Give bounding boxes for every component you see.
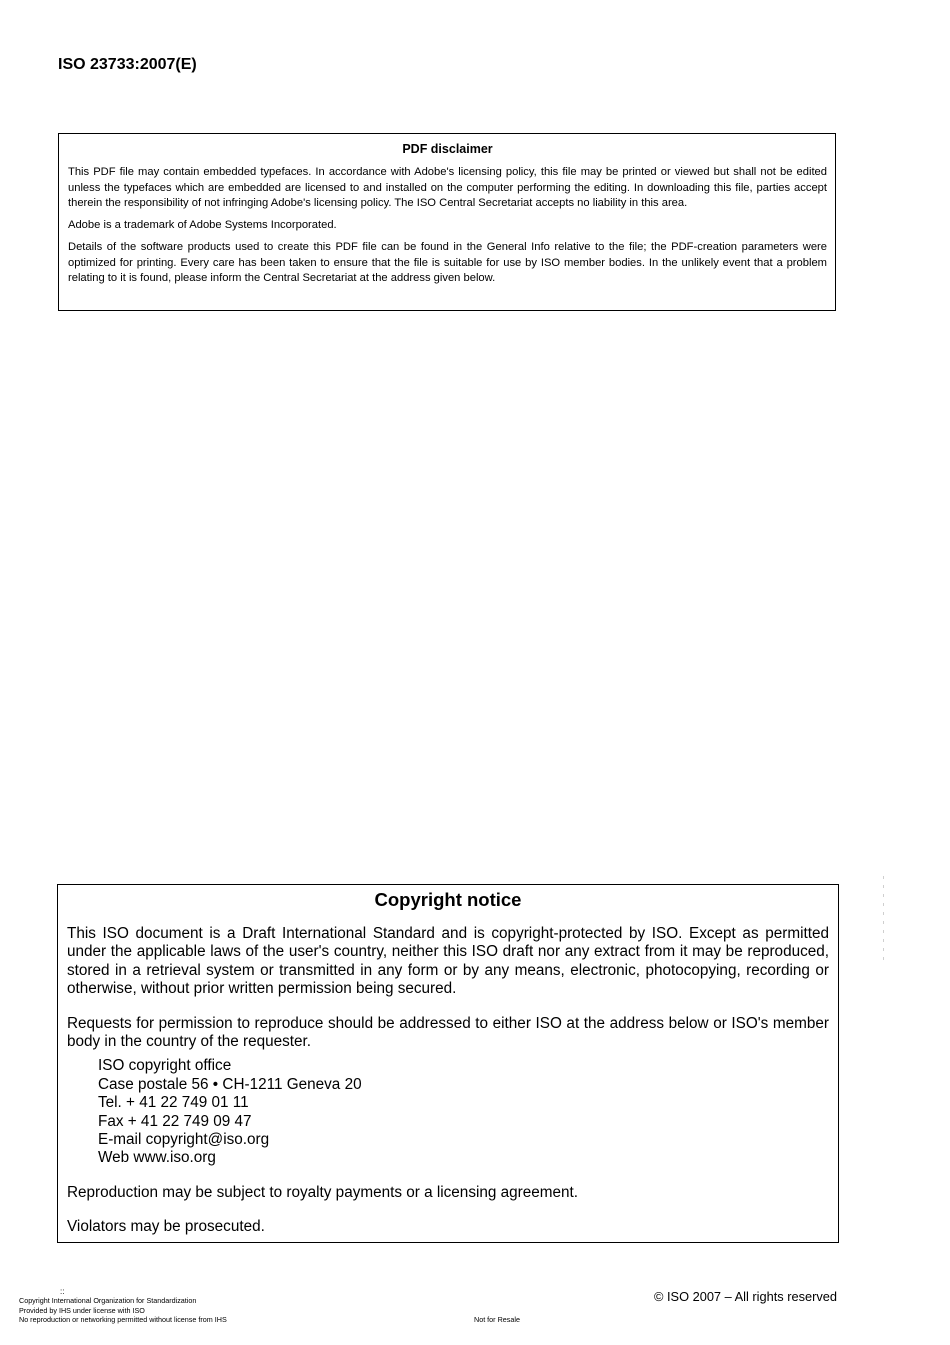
margin-tick-marks [880,876,886,976]
copyright-paragraph: Requests for permission to reproduce should be addressed to either ISO at the address below or ISO's member body in the country of the requester. [67,1014,829,1051]
margin-tick [883,885,884,888]
footer-not-for-resale: Not for Resale [474,1315,520,1324]
margin-tick [883,921,884,924]
margin-tick [883,894,884,897]
pdf-disclaimer-title: PDF disclaimer [402,142,493,156]
address-email[interactable]: E-mail copyright@iso.org [98,1131,270,1149]
iso-address-block [98,1057,829,1167]
margin-tick [883,957,884,960]
disclaimer-paragraph: Details of the software products used to create this PDF file can be found in the General Info relative to the file; the PDF-creation parameters were optimized for printing. Every care has been taken to ensure that the file is suitable for use by ISO member bodies. In the unlikely event that a problem relating to it is found, please inform the Central Secretariat at the address given below. [68,241,827,285]
footer-line: No reproduction or networking permitted without license from IHS [19,1315,227,1325]
footer-line: Copyright International Organization for Standardization [19,1296,197,1305]
footer-copyright: © ISO 2007 – All rights reserved [654,1289,837,1304]
footer-line: Provided by IHS under license with ISO [19,1305,145,1315]
disclaimer-paragraph: Adobe is a trademark of Adobe Systems Incorporated. [68,219,337,232]
margin-tick [883,903,884,906]
margin-tick [883,939,884,942]
address-web[interactable]: Web www.iso.org [98,1149,216,1167]
margin-tick [883,948,884,951]
copyright-closing: Violators may be prosecuted. [67,1218,265,1236]
margin-tick [883,876,884,879]
disclaimer-paragraph: This PDF file may contain embedded typefaces. In accordance with Adobe's licensing policy, this file may be printed or viewed but shall not be edited unless the typefaces which are embedded are licensed to and installed on the computer performing the editing. In downloading this file, parties accept therein the responsibility of not infringing Adobe's licensing policy. The ISO Central Secretariat accepts no liability in this area. [68,166,827,209]
address-line: Fax + 41 22 749 09 47 [98,1112,252,1130]
pdf-disclaimer-box [58,133,836,311]
copyright-notice-box [57,884,839,1243]
copyright-closing: Reproduction may be subject to royalty payments or a licensing agreement. [67,1183,579,1201]
copyright-paragraph: This ISO document is a Draft International Standard and is copyright-protected by ISO. Except as permitted under the applicable laws of the user's country, neither this ISO draft nor any extract from it may be reproduced, stored in a retrieval system or transmitted in any form or by any means, electronic, photocopying, recording or otherwise, without prior written permission being secured. [67,925,829,998]
footer-marks: :: [60,1287,65,1296]
footer-license-text [19,1296,227,1325]
address-line: Case postale 56 • CH-1211 Geneva 20 [98,1075,362,1093]
address-line: Tel. + 41 22 749 01 11 [98,1094,249,1112]
address-line: ISO copyright office [98,1057,232,1075]
margin-tick [883,930,884,933]
copyright-notice-title: Copyright notice [374,889,522,910]
margin-tick [883,912,884,915]
document-id-header: ISO 23733:2007(E) [58,56,197,73]
